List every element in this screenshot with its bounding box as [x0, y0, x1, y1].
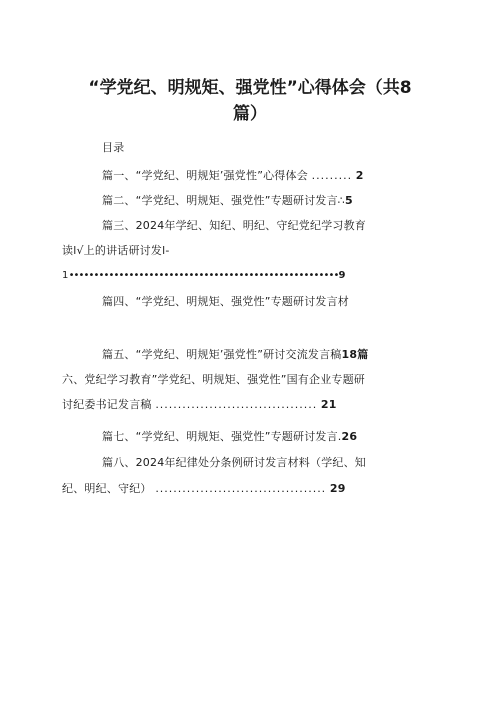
toc-entry-6 [62, 372, 365, 388]
toc-page-number: 26 [341, 430, 358, 443]
toc-entry-text: 篇七、“学党纪、明规矩、强党性”专题研讨发言 [102, 430, 338, 443]
toc-entry-5 [102, 347, 368, 363]
toc-entry-2 [102, 193, 353, 209]
toc-leader-dots: .................................... [155, 398, 318, 411]
toc-entry-8 [102, 455, 366, 471]
toc-page-number: 18篇 [341, 348, 369, 361]
toc-entry-6-cont [62, 397, 337, 413]
toc-entry-text: 篇二、“学党纪、明规矩、强党性”专题研讨发言 [102, 194, 338, 207]
toc-leader-dots: ...................................... [155, 482, 327, 495]
toc-entry-4 [102, 294, 349, 310]
toc-entry-text: 纪、明纪、守纪） [62, 482, 152, 495]
toc-page-number: 2 [355, 169, 364, 182]
toc-leader-dots: •••••••••••••••••••••••••••••••••••••••••••••••••••••• [68, 270, 339, 281]
toc-heading: 目录 [102, 141, 125, 154]
toc-entry-text: 篇五、“学党纪、明规矩’强党性”研讨交流发言稿 [102, 348, 342, 361]
toc-leader-dots: ∴ [337, 194, 345, 207]
toc-entry-text: 篇一、“学党纪、明规矩’强党性”心得体会 [102, 169, 308, 182]
toc-entry-3 [102, 218, 366, 234]
toc-entry-1 [102, 168, 364, 184]
document-title-line1: “学党纪、明规矩、强党性”心得体会（共8 [88, 78, 412, 98]
toc-entry-3-cont [62, 243, 170, 259]
toc-entry-text: 读l√上的讲话研讨发l- [62, 244, 170, 257]
toc-page-number: 9 [338, 270, 346, 281]
toc-entry-text: 讨纪委书记发言稿 [62, 398, 152, 411]
toc-entry-text: 1 [62, 270, 69, 281]
document-title-line2: 篇） [233, 104, 267, 124]
toc-entry-text: 篇三、2024年学纪、知纪、明纪、守纪党纪学习教育 [102, 219, 366, 232]
toc-leader-dots: ......... [311, 169, 353, 182]
toc-page-number: 21 [320, 398, 337, 411]
toc-page-number: 5 [345, 194, 353, 207]
toc-entry-text: 篇八、2024年纪律处分条例研讨发言材料（学纪、知 [102, 456, 366, 469]
toc-leader-dots: . [337, 430, 342, 443]
toc-entry-text: 六、党纪学习教育”学党纪、明规矩、强党性”国有企业专题研 [62, 373, 365, 386]
toc-entry-text: 篇四、“学党纪、明规矩、强党性”专题研讨发言材 [102, 295, 349, 308]
toc-entry-3-page [62, 268, 346, 284]
toc-entry-7 [102, 429, 357, 445]
toc-entry-8-cont [62, 481, 346, 497]
toc-page-number: 29 [329, 482, 346, 495]
